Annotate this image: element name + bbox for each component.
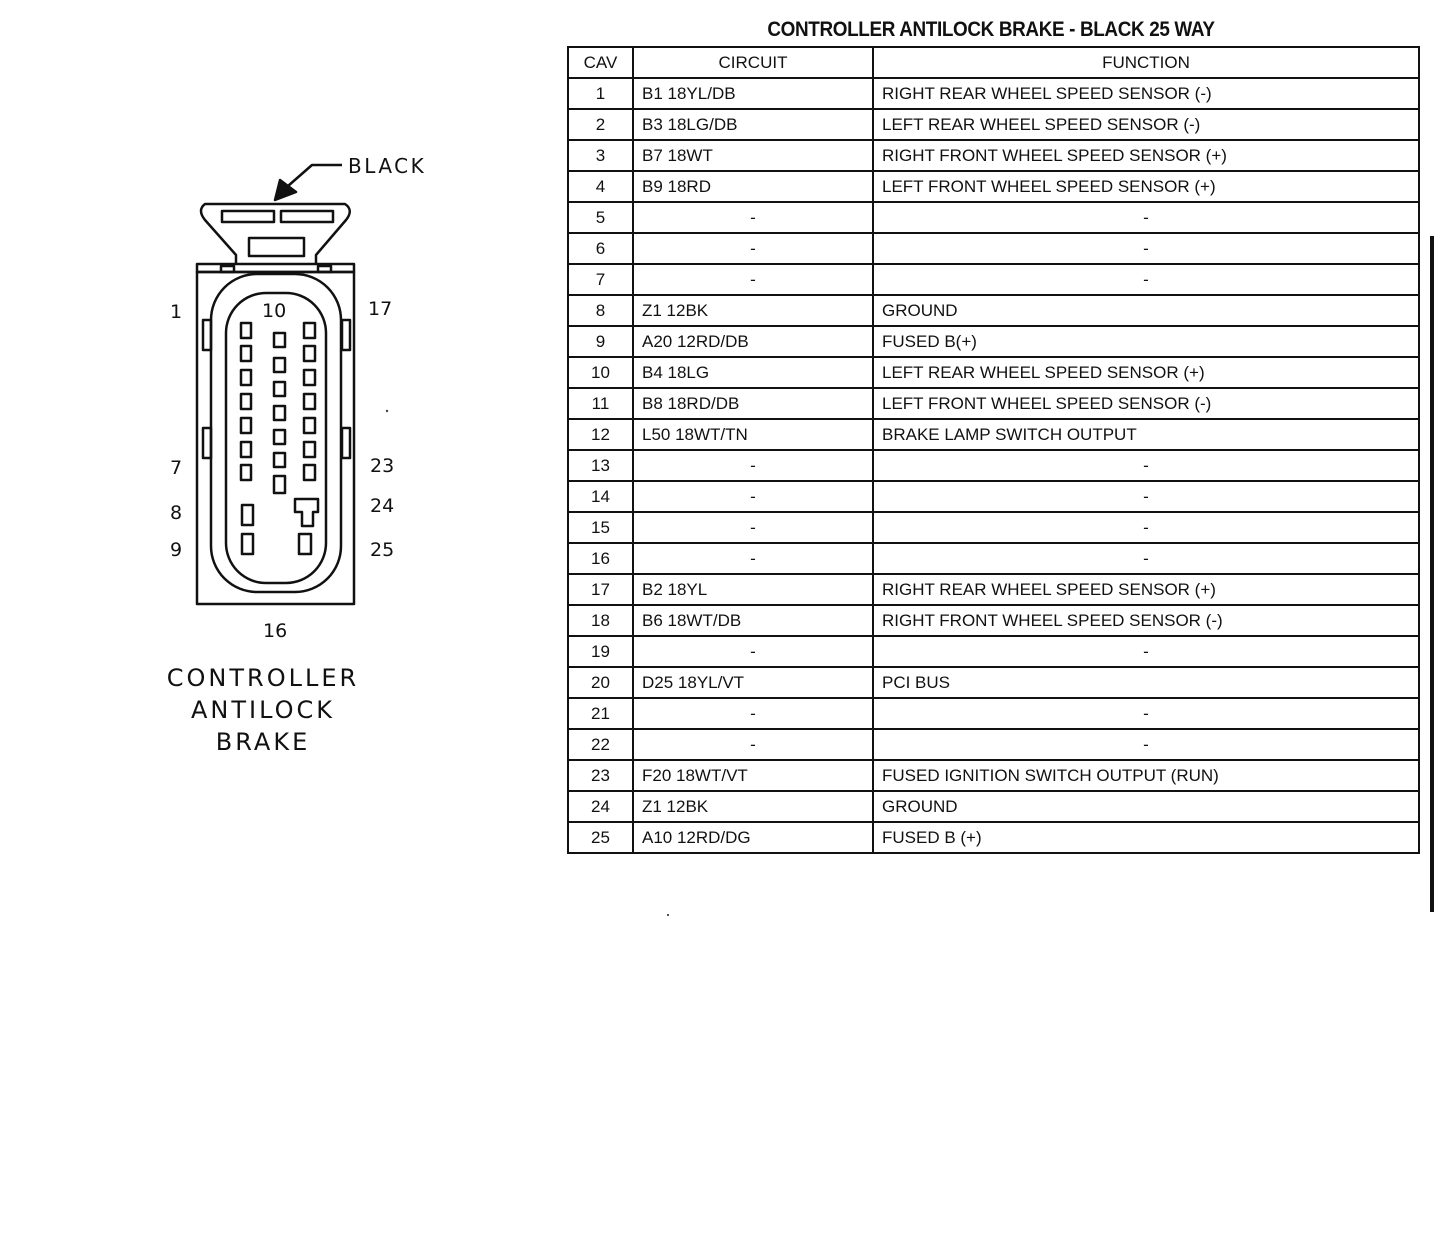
pin-label-10: 10 [262,300,287,322]
table-row [568,419,1419,450]
cavity [304,394,315,409]
cell-function: LEFT REAR WHEEL SPEED SENSOR (-) [873,109,1419,140]
cell-circuit: - [633,636,873,667]
cell-circuit: A20 12RD/DB [633,326,873,357]
table-row [568,233,1419,264]
cavity [242,505,253,525]
cell-function: LEFT FRONT WHEEL SPEED SENSOR (+) [873,171,1419,202]
table-row [568,78,1419,109]
table-row [568,636,1419,667]
cell-cav: 7 [568,264,633,295]
cell-circuit: - [633,264,873,295]
cell-function: GROUND [873,295,1419,326]
table-row [568,791,1419,822]
cavity-keyed [295,499,318,526]
cavity [274,430,285,444]
cell-circuit: B8 18RD/DB [633,388,873,419]
cell-function: FUSED B(+) [873,326,1419,357]
cell-circuit: B9 18RD [633,171,873,202]
cell-cav: 23 [568,760,633,791]
cell-cav: 4 [568,171,633,202]
cell-circuit: B7 18WT [633,140,873,171]
table-row [568,698,1419,729]
pin-label-16: 16 [263,620,288,642]
cell-function: RIGHT FRONT WHEEL SPEED SENSOR (+) [873,140,1419,171]
latch-window [249,238,304,256]
cell-circuit: Z1 12BK [633,791,873,822]
table-row [568,450,1419,481]
cavity [304,370,315,385]
cell-function: - [873,202,1419,233]
table-row [568,388,1419,419]
table-row [568,202,1419,233]
cell-cav: 3 [568,140,633,171]
cell-cav: 16 [568,543,633,574]
pin-label-23: 23 [370,455,395,477]
cell-cav: 15 [568,512,633,543]
table-title: CONTROLLER ANTILOCK BRAKE - BLACK 25 WAY [767,18,1215,41]
table-row [568,481,1419,512]
cavity [241,323,251,338]
table-row [568,822,1419,853]
cell-function: - [873,543,1419,574]
table-row [568,729,1419,760]
side-rib [342,320,350,350]
table-row [568,667,1419,698]
table-row [568,357,1419,388]
header-function: FUNCTION [873,47,1419,78]
cavity [241,465,251,480]
cell-circuit: B6 18WT/DB [633,605,873,636]
cavity [304,323,315,338]
cell-function: FUSED B (+) [873,822,1419,853]
cell-cav: 14 [568,481,633,512]
pin-label-9: 9 [170,539,183,561]
side-rib [342,428,350,458]
cavity [274,476,285,493]
cell-cav: 6 [568,233,633,264]
side-rib [203,428,211,458]
cell-circuit: B2 18YL [633,574,873,605]
cell-circuit: B1 18YL/DB [633,78,873,109]
cell-function: GROUND [873,791,1419,822]
cell-circuit: D25 18YL/VT [633,667,873,698]
table-row [568,543,1419,574]
header-cav: CAV [568,47,633,78]
table-row [568,512,1419,543]
cell-cav: 25 [568,822,633,853]
cavity [241,418,251,433]
cell-cav: 1 [568,78,633,109]
cell-circuit: F20 18WT/VT [633,760,873,791]
cell-circuit: A10 12RD/DG [633,822,873,853]
cavity [241,346,251,361]
cell-circuit: - [633,202,873,233]
cell-circuit: - [633,543,873,574]
cell-function: - [873,512,1419,543]
cavity [274,358,285,372]
cavity [304,465,315,480]
cell-function: PCI BUS [873,667,1419,698]
side-rib [203,320,211,350]
cell-function: LEFT FRONT WHEEL SPEED SENSOR (-) [873,388,1419,419]
cavity [304,346,315,361]
cell-circuit: - [633,233,873,264]
table-row [568,605,1419,636]
cavity [241,370,251,385]
page-edge-bar [1430,236,1434,912]
cavity [274,406,285,420]
table-header-row [568,47,1419,78]
color-label: BLACK [348,154,427,178]
cavity [304,442,315,457]
cell-circuit: L50 18WT/TN [633,419,873,450]
cell-circuit: B3 18LG/DB [633,109,873,140]
table-row [568,171,1419,202]
cavity [241,394,251,409]
pin-label-1: 1 [170,301,183,323]
pin-label-25: 25 [370,539,395,561]
cell-cav: 2 [568,109,633,140]
table-row [568,574,1419,605]
cell-circuit: - [633,481,873,512]
cell-function: BRAKE LAMP SWITCH OUTPUT [873,419,1419,450]
cell-circuit: - [633,729,873,760]
cell-circuit: - [633,512,873,543]
cell-cav: 21 [568,698,633,729]
stray-mark [667,914,669,916]
cell-function: - [873,233,1419,264]
cell-cav: 10 [568,357,633,388]
cell-cav: 24 [568,791,633,822]
table-row [568,140,1419,171]
cell-cav: 9 [568,326,633,357]
cell-function: - [873,481,1419,512]
stray-mark [386,410,388,412]
header-circuit: CIRCUIT [633,47,873,78]
pinout-table [567,46,1420,854]
table-body [568,78,1419,853]
cell-cav: 19 [568,636,633,667]
cavity [274,382,285,396]
latch-slot-right [281,211,333,222]
cavity [241,442,251,457]
cell-function: - [873,698,1419,729]
cell-cav: 20 [568,667,633,698]
table-row [568,264,1419,295]
connector-caption-line-3: BRAKE [215,728,311,756]
cell-function: RIGHT REAR WHEEL SPEED SENSOR (+) [873,574,1419,605]
cavity [299,534,311,554]
pin-label-24: 24 [370,495,395,517]
table-row [568,295,1419,326]
cell-function: - [873,729,1419,760]
connector-caption-line-1: CONTROLLER [166,664,360,692]
cell-function: RIGHT REAR WHEEL SPEED SENSOR (-) [873,78,1419,109]
pin-label-8: 8 [170,502,183,524]
cavity [274,333,285,347]
cell-function: LEFT REAR WHEEL SPEED SENSOR (+) [873,357,1419,388]
cell-function: - [873,450,1419,481]
cell-circuit: - [633,698,873,729]
table-row [568,760,1419,791]
pin-label-17: 17 [368,298,393,320]
table-row [568,326,1419,357]
pin-label-7: 7 [170,457,183,479]
connector-caption-line-2: ANTILOCK [190,696,335,724]
cell-function: - [873,636,1419,667]
color-callout-line [288,165,342,186]
cell-cav: 22 [568,729,633,760]
cell-circuit: B4 18LG [633,357,873,388]
cell-cav: 5 [568,202,633,233]
cavity [242,534,253,554]
table-row [568,109,1419,140]
cell-cav: 8 [568,295,633,326]
cell-cav: 17 [568,574,633,605]
cell-cav: 12 [568,419,633,450]
cell-function: - [873,264,1419,295]
cell-cav: 11 [568,388,633,419]
cell-circuit: Z1 12BK [633,295,873,326]
cavity [274,453,285,467]
connector-diagram [150,140,450,660]
cell-function: FUSED IGNITION SWITCH OUTPUT (RUN) [873,760,1419,791]
cell-function: RIGHT FRONT WHEEL SPEED SENSOR (-) [873,605,1419,636]
latch-slot-left [222,211,274,222]
cavity [304,418,315,433]
cell-circuit: - [633,450,873,481]
cell-cav: 18 [568,605,633,636]
cell-cav: 13 [568,450,633,481]
